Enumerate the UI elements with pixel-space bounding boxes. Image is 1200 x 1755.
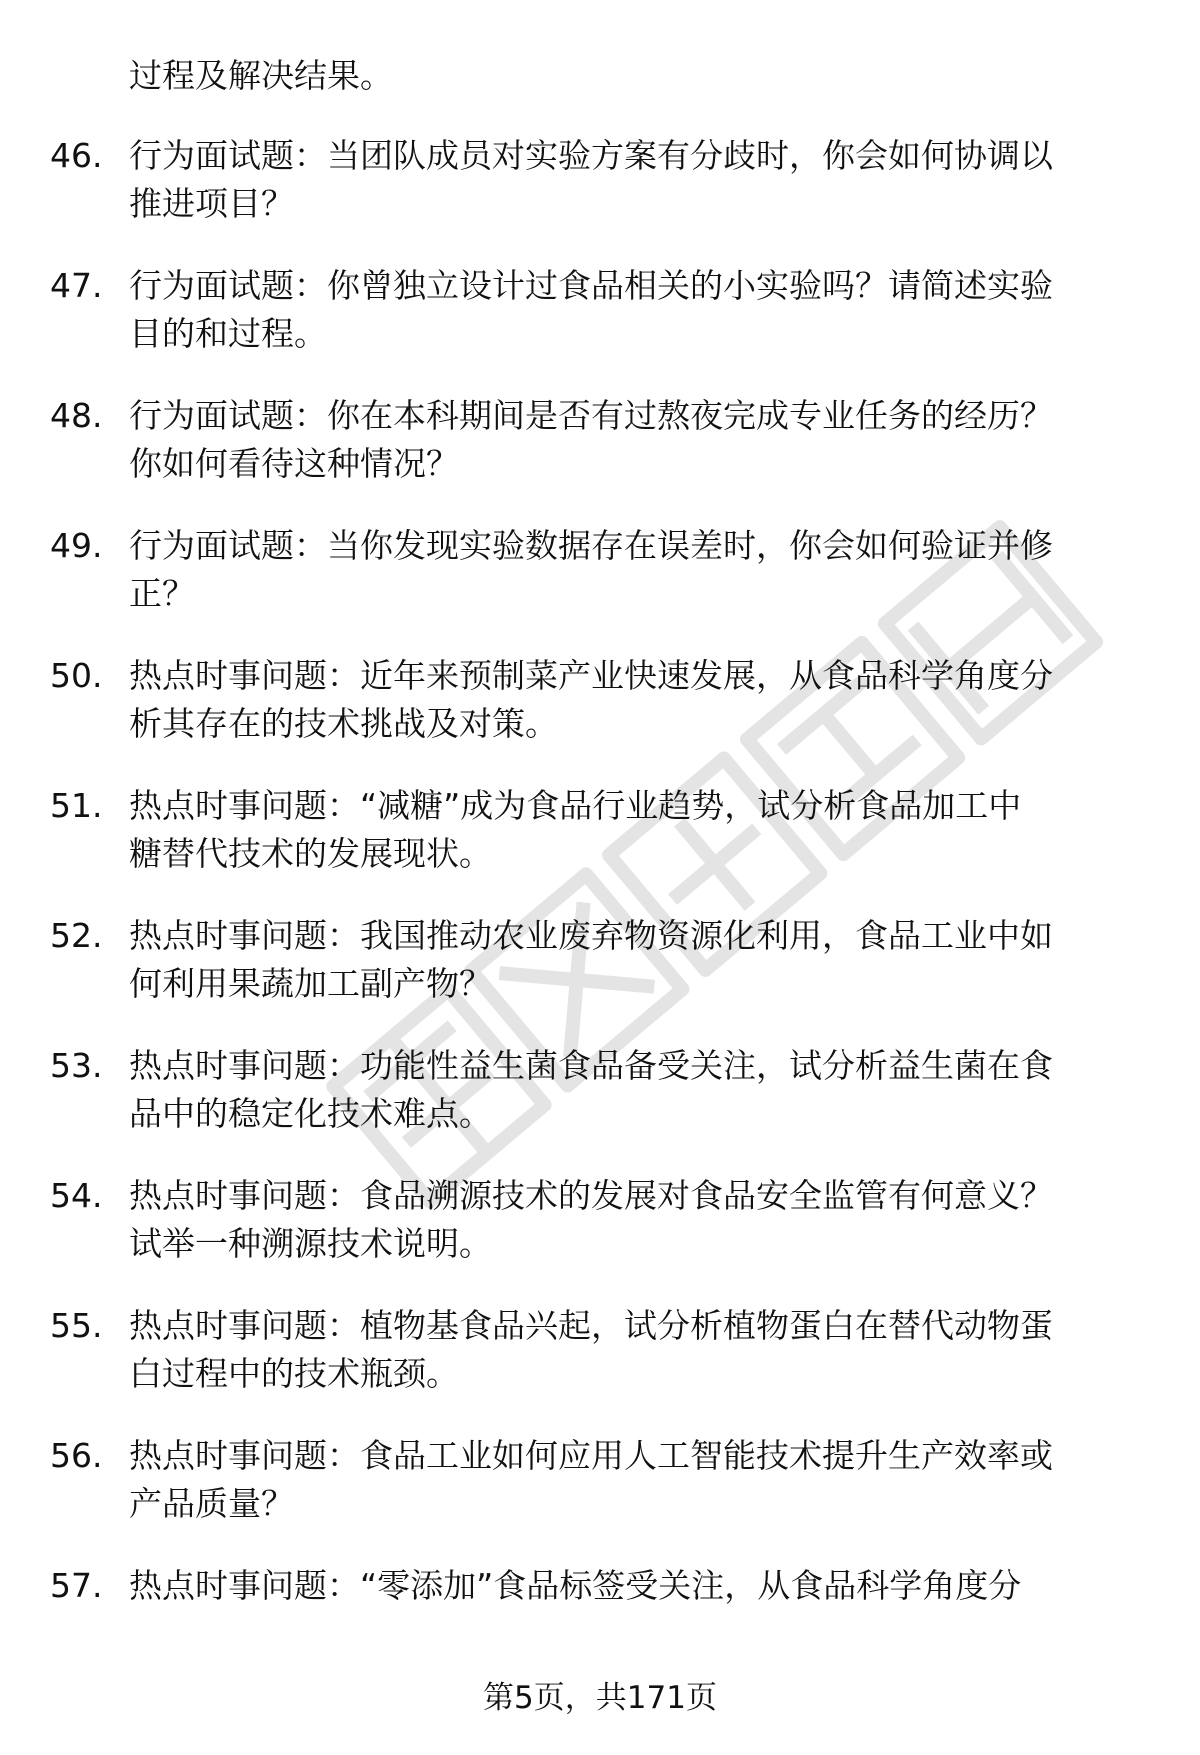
question-text bbox=[129, 782, 1140, 878]
question-number: 50. bbox=[50, 656, 103, 695]
question-text bbox=[129, 132, 1140, 228]
question-number: 56. bbox=[50, 1436, 103, 1475]
question-line: 热点时事问题：“减糖”成为食品行业趋势，试分析食品加工中 bbox=[129, 786, 1022, 825]
question-number: 47. bbox=[50, 266, 103, 305]
question-item-55 bbox=[50, 1302, 1140, 1398]
question-number: 55. bbox=[50, 1306, 103, 1345]
question-line: 产品质量？ bbox=[129, 1484, 294, 1523]
question-line: 白过程中的技术瓶颈。 bbox=[129, 1354, 459, 1393]
question-text bbox=[129, 912, 1140, 1008]
question-item-57 bbox=[50, 1562, 1140, 1610]
question-item-54 bbox=[50, 1172, 1140, 1268]
question-text bbox=[129, 1562, 1140, 1610]
question-line: 热点时事问题：“零添加”食品标签受关注，从食品科学角度分 bbox=[129, 1566, 1022, 1605]
question-number: 54. bbox=[50, 1176, 103, 1215]
question-item-47 bbox=[50, 262, 1140, 358]
question-text bbox=[129, 1432, 1140, 1528]
question-text bbox=[129, 1302, 1140, 1398]
question-item-49 bbox=[50, 522, 1140, 618]
page-footer: 第5页，共171页 bbox=[483, 1680, 717, 1716]
question-line: 你如何看待这种情况？ bbox=[129, 444, 459, 483]
question-number: 48. bbox=[50, 396, 103, 435]
question-line: 行为面试题：当你发现实验数据存在误差时，你会如何验证并修 bbox=[129, 526, 1053, 565]
question-line: 热点时事问题：近年来预制菜产业快速发展，从食品科学角度分 bbox=[129, 656, 1053, 695]
question-line: 热点时事问题：植物基食品兴起，试分析植物蛋白在替代动物蛋 bbox=[129, 1306, 1053, 1345]
question-line: 推进项目？ bbox=[129, 184, 294, 223]
question-line: 热点时事问题：食品工业如何应用人工智能技术提升生产效率或 bbox=[129, 1436, 1053, 1475]
question-item-51 bbox=[50, 782, 1140, 878]
question-text bbox=[129, 1042, 1140, 1138]
question-list bbox=[50, 132, 1140, 1610]
question-text bbox=[129, 652, 1140, 748]
question-line: 糖替代技术的发展现状。 bbox=[129, 834, 492, 873]
question-item-53 bbox=[50, 1042, 1140, 1138]
question-item-50 bbox=[50, 652, 1140, 748]
question-line: 行为面试题：当团队成员对实验方案有分歧时，你会如何协调以 bbox=[129, 136, 1053, 175]
question-line: 行为面试题：你在本科期间是否有过熬夜完成专业任务的经历？ bbox=[129, 396, 1053, 435]
question-line: 试举一种溯源技术说明。 bbox=[129, 1224, 492, 1263]
question-line: 正？ bbox=[129, 574, 195, 613]
question-line: 目的和过程。 bbox=[129, 314, 327, 353]
question-line: 析其存在的技术挑战及对策。 bbox=[129, 704, 558, 743]
question-item-46 bbox=[50, 132, 1140, 228]
question-number: 51. bbox=[50, 786, 103, 825]
question-line: 热点时事问题：功能性益生菌食品备受关注，试分析益生菌在食 bbox=[129, 1046, 1053, 1085]
question-line: 何利用果蔬加工副产物？ bbox=[129, 964, 492, 1003]
question-number: 53. bbox=[50, 1046, 103, 1085]
question-item-52 bbox=[50, 912, 1140, 1008]
question-item-56 bbox=[50, 1432, 1140, 1528]
question-number: 49. bbox=[50, 526, 103, 565]
question-item-48 bbox=[50, 392, 1140, 488]
question-line: 热点时事问题：食品溯源技术的发展对食品安全监管有何意义？ bbox=[129, 1176, 1053, 1215]
question-text bbox=[129, 1172, 1140, 1268]
question-number: 57. bbox=[50, 1566, 103, 1605]
question-line: 品中的稳定化技术难点。 bbox=[129, 1094, 492, 1133]
question-number: 52. bbox=[50, 916, 103, 955]
document-body bbox=[50, 52, 1140, 1644]
question-number: 46. bbox=[50, 136, 103, 175]
question-text bbox=[129, 522, 1140, 618]
question-text bbox=[129, 392, 1140, 488]
continuation-text: 过程及解决结果。 bbox=[129, 56, 393, 95]
question-text bbox=[129, 262, 1140, 358]
question-line: 行为面试题：你曾独立设计过食品相关的小实验吗？请简述实验 bbox=[129, 266, 1053, 305]
question-line: 热点时事问题：我国推动农业废弃物资源化利用，食品工业中如 bbox=[129, 916, 1053, 955]
